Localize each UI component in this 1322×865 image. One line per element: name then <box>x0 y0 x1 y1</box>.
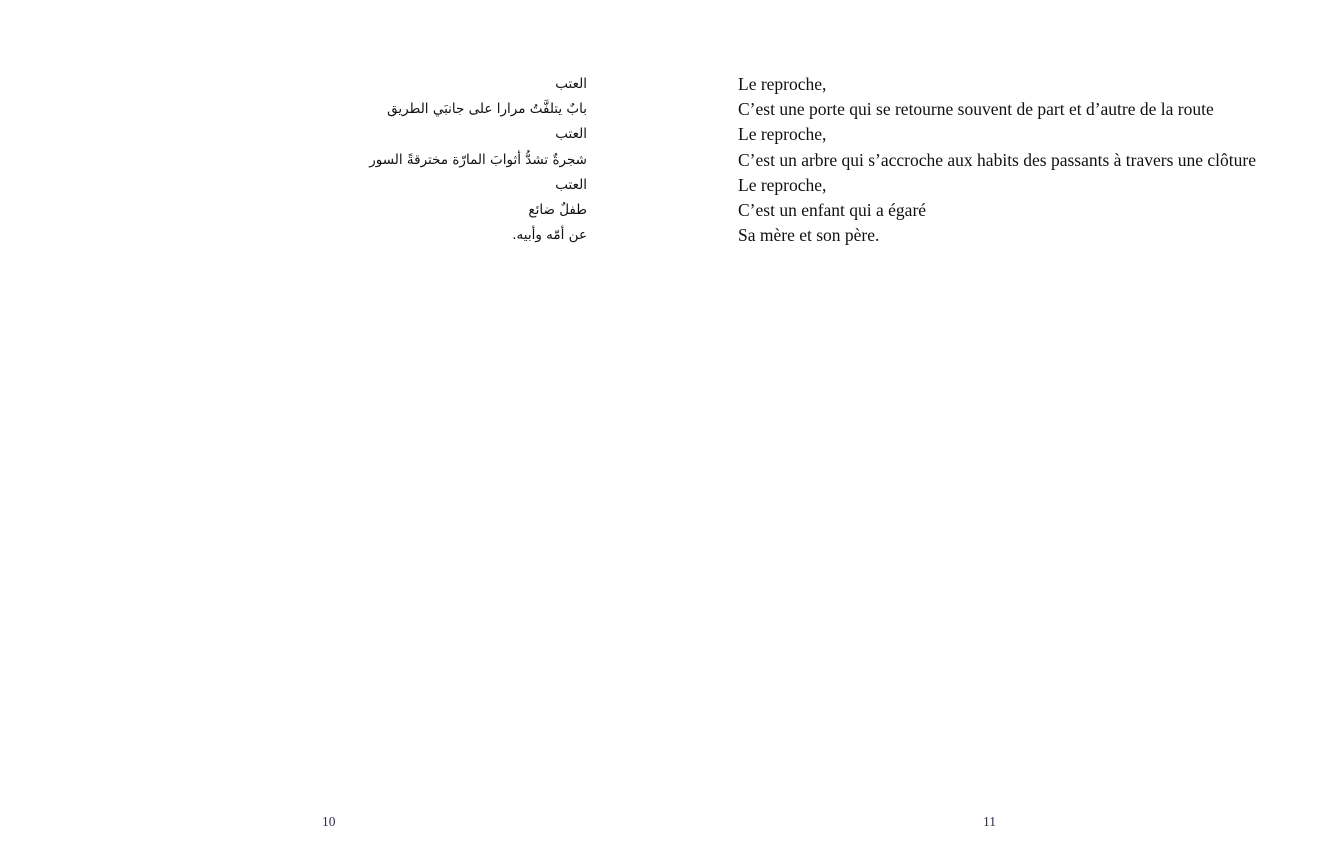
french-poem-line: Le reproche, <box>738 174 827 195</box>
french-poem-line: C’est un arbre qui s’accroche aux habits des passants à travers une clôture <box>738 149 1257 170</box>
french-poem-line: C’est une porte qui se retourne souvent de part et d’autre de la route <box>738 99 1214 120</box>
french-poem-line: Le reproche, <box>738 74 827 94</box>
arabic-poem-line: العتب <box>555 76 587 92</box>
arabic-poem-line: العتب <box>555 126 587 143</box>
arabic-poem-line: عن أمّه وأبيه. <box>512 227 587 244</box>
arabic-poem-line: بابٌ يتلفَّتُ مرارا على جانبَي الطريق <box>387 101 587 118</box>
french-poem <box>738 72 1298 248</box>
right-page <box>661 0 1322 865</box>
page-number-left: 10 <box>322 814 336 829</box>
arabic-poem-line: العتب <box>555 176 587 193</box>
arabic-poem-line: شجرةٌ تشدُّ أثوابَ المارّة مخترقةً السور <box>369 151 587 168</box>
arabic-poem-line: طفلٌ ضائع <box>528 201 587 218</box>
page-number-right: 11 <box>983 814 996 829</box>
french-poem-line: C’est un enfant qui a égaré <box>738 199 927 220</box>
french-poem-line: Le reproche, <box>738 124 827 145</box>
french-poem-line: Sa mère et son père. <box>738 225 880 246</box>
arabic-poem <box>267 72 587 248</box>
